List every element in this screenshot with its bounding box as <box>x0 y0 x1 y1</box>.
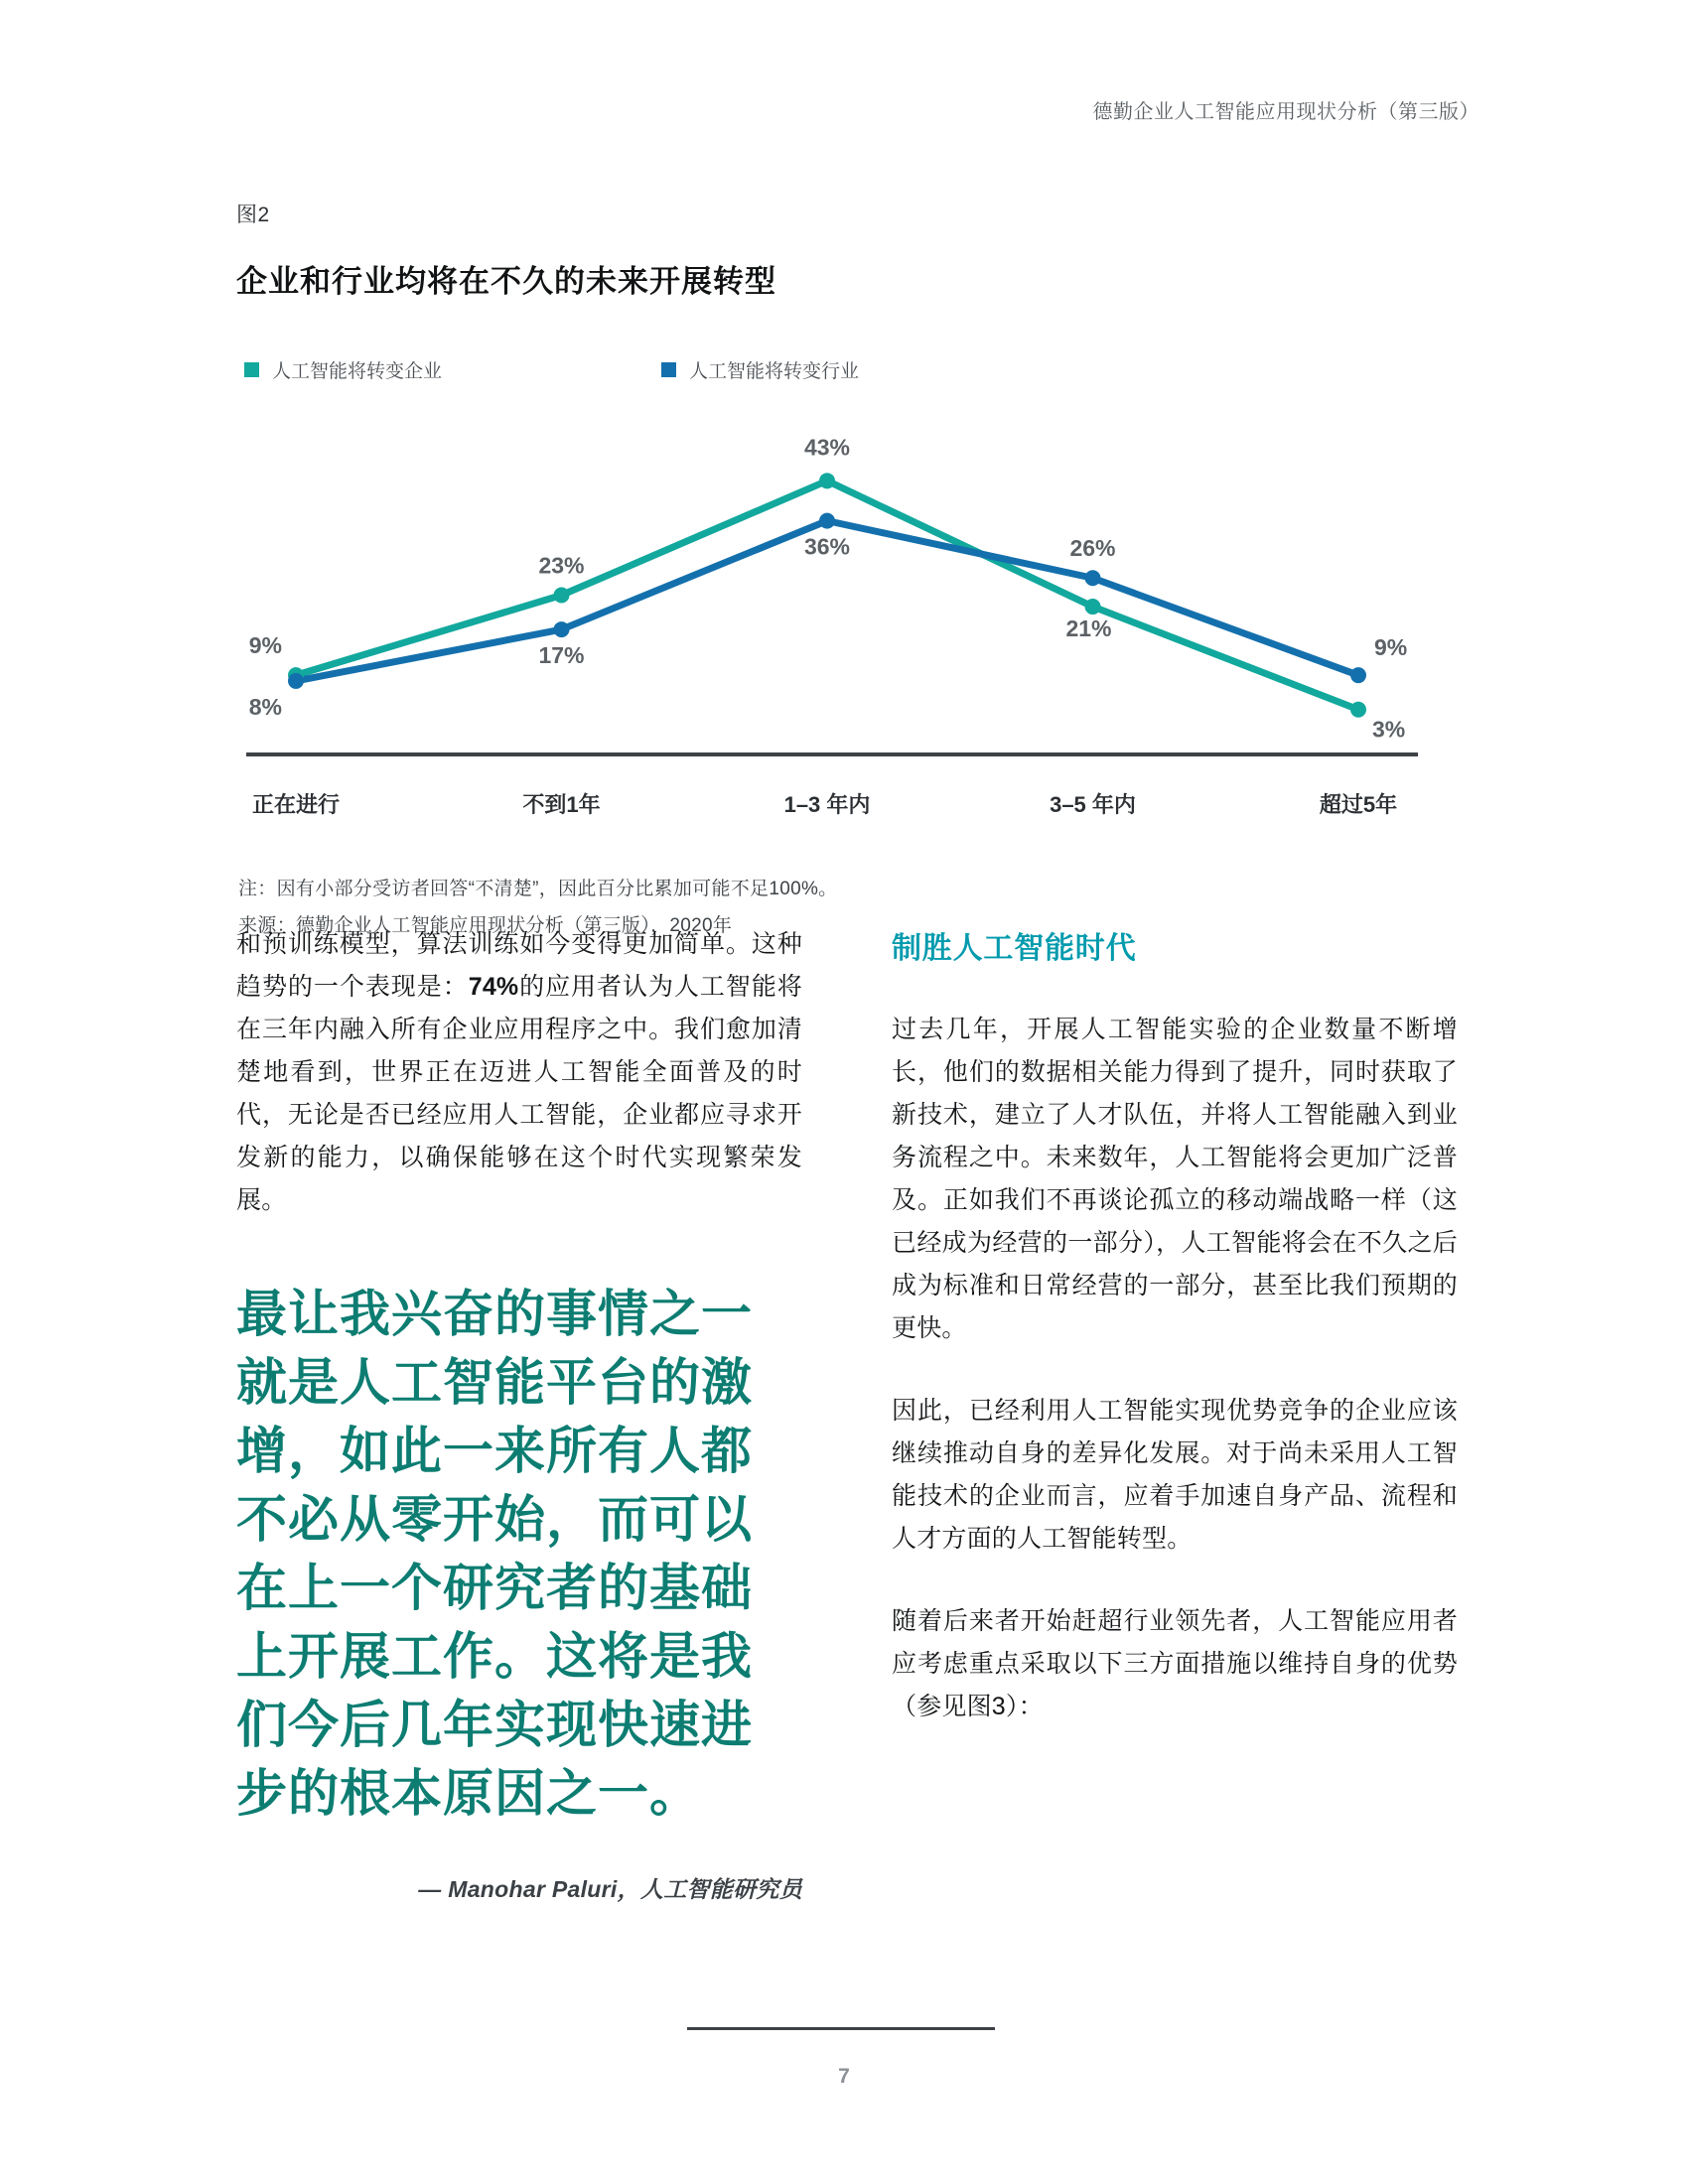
legend-item-enterprise <box>244 356 661 383</box>
x-axis-label-1: 正在进行 <box>251 792 341 817</box>
legend-swatch-industry <box>661 362 676 377</box>
svg-text:26%: 26% <box>1069 535 1116 562</box>
figure-title: 企业和行业均将在不久的未来开展转型 <box>236 264 776 299</box>
figure-number: 图2 <box>236 204 270 226</box>
x-axis-labels <box>236 788 1458 844</box>
figure-block <box>236 199 1458 947</box>
svg-text:8%: 8% <box>248 693 282 720</box>
chart-legend <box>236 356 1458 383</box>
pull-quote: 最让我兴奋的事情之一就是人工智能平台的激增，如此一来所有人都不必从零开始，而可以在上一个研究者的基础上开展工作。这将是我们今后几年实现快速进步的根本原因之一。 <box>236 1286 754 1822</box>
right-paragraph-2: 因此，已经利用人工智能实现优势竞争的企业应该继续推动自身的差异化发展。对于尚未采用人工智能技术的企业而言，应着手加速自身产品、流程和人才方面的人工智能转型。 <box>892 1397 1458 1553</box>
svg-text:43%: 43% <box>803 434 851 461</box>
svg-text:23%: 23% <box>538 552 585 579</box>
chart-canvas <box>236 405 1458 782</box>
svg-text:36%: 36% <box>803 533 851 560</box>
left-column <box>236 923 802 1904</box>
x-axis-label-5: 超过5年 <box>1319 792 1398 817</box>
left-paragraph-1 <box>236 923 802 1222</box>
x-axis-label-2: 不到1年 <box>522 792 601 817</box>
legend-swatch-enterprise <box>244 362 259 377</box>
legend-item-industry <box>661 356 859 383</box>
left-paragraph-1-highlight: 74% <box>468 973 519 1001</box>
figure-note-text: 注：因有小部分受访者回答“不清楚”，因此百分比累加可能不足100%。 <box>238 879 838 899</box>
left-paragraph-1-part2: 的应用者认为人工智能将在三年内融入所有企业应用程序之中。我们愈加清楚地看到，世界正在迈进人工智能全面普及的时代，无论是否已经应用人工智能，企业都应寻求开发新的能力，以确保能够在这个时代实现繁荣发展。 <box>236 973 802 1214</box>
right-paragraph-1: 过去几年，开展人工智能实验的企业数量不断增长，他们的数据相关能力得到了提升，同时获取了新技术，建立了人才队伍，并将人工智能融入到业务流程之中。未来数年，人工智能将会更加广泛普及。正如我们不再谈论孤立的移动端战略一样（这已经成为经营的一部分），人工智能将会在不久之后成为标准和日常经营的一部分，甚至比我们预期的更快。 <box>892 1016 1458 1342</box>
legend-label-industry: 人工智能将转变行业 <box>689 361 860 382</box>
right-paragraph-3: 随着后来者开始赶超行业领先者，人工智能应用者应考虑重点采取以下三方面措施以维持自身的优势（参见图3）： <box>892 1607 1458 1720</box>
section-heading: 制胜人工智能时代 <box>892 932 1137 965</box>
line-chart <box>236 405 1458 782</box>
svg-text:9%: 9% <box>248 632 282 659</box>
svg-text:3%: 3% <box>1372 716 1406 743</box>
x-axis-label-4: 3–5 年内 <box>1050 792 1136 817</box>
x-axis-label-3: 1–3 年内 <box>783 792 871 817</box>
running-header: 德勤企业人工智能应用现状分析（第三版） <box>1092 101 1479 123</box>
right-column <box>892 923 1458 1904</box>
figure-source-text: 来源：德勤企业人工智能应用现状分析（第三版），2020年 <box>238 915 733 936</box>
svg-text:9%: 9% <box>1374 634 1408 661</box>
svg-text:21%: 21% <box>1065 615 1112 642</box>
footer-divider <box>687 2027 995 2030</box>
legend-label-enterprise: 人工智能将转变企业 <box>272 361 443 382</box>
page-number: 7 <box>838 2065 850 2088</box>
svg-text:17%: 17% <box>538 642 585 669</box>
pull-quote-attribution: — Manohar Paluri，人工智能研究员 <box>418 1876 802 1902</box>
left-paragraph-1-part1: 和预训练模型，算法训练如今变得更加简单。这种趋势的一个表现是： <box>236 930 802 1001</box>
body-columns <box>236 923 1458 1904</box>
